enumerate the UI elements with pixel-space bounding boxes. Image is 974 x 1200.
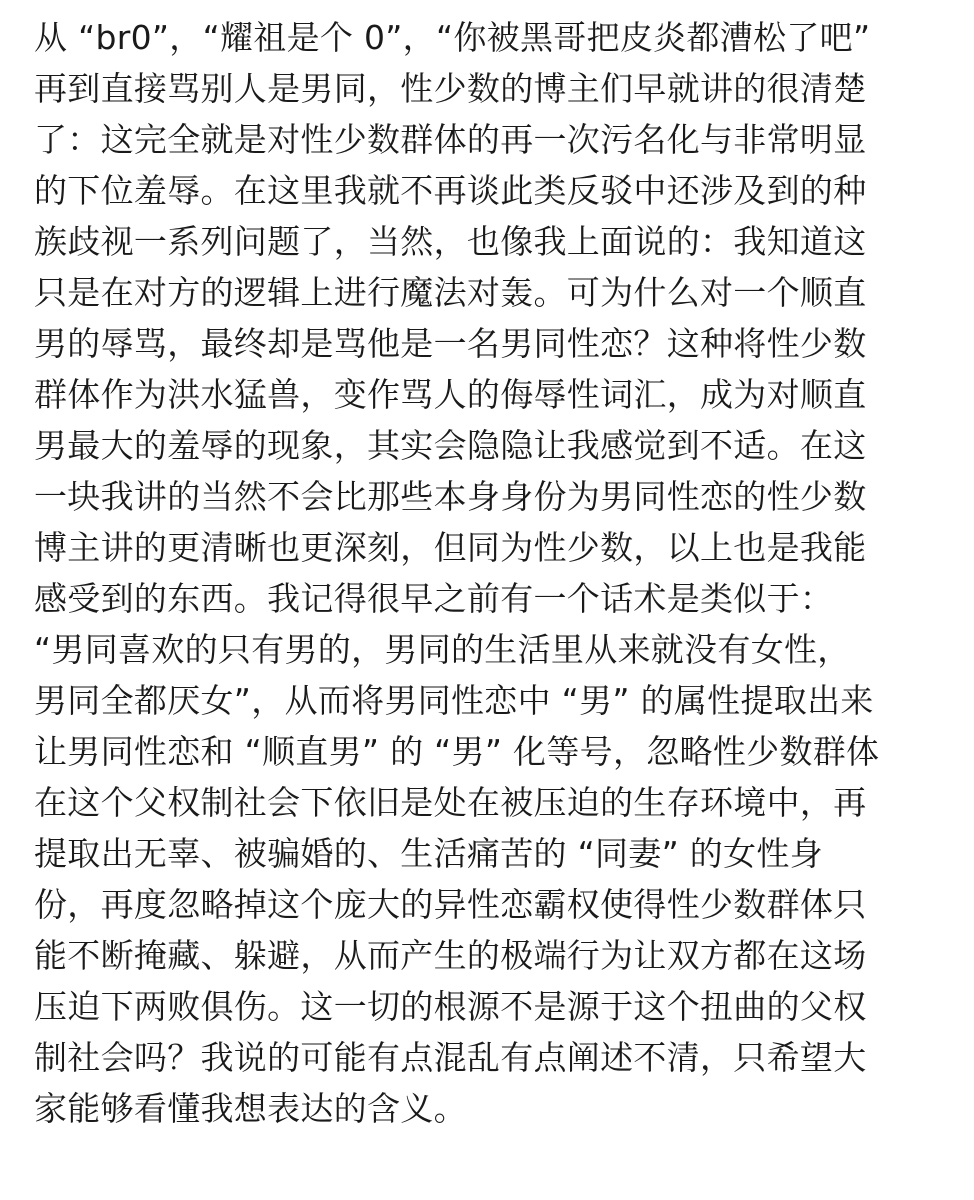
text-line: 一块我讲的当然不会比那些本身身份为男同性恋的性少数 [34,477,867,516]
text-line: 男的辱骂，最终却是骂他是一名男同性恋？这种将性少数 [34,324,867,363]
text-line: 感受到的东西。我记得很早之前有一个话术是类似于： [34,579,834,618]
post-body-text [34,12,964,1134]
text-line: 群体作为洪水猛兽，变作骂人的侮辱性词汇，成为对顺直 [34,375,867,414]
text-line: 博主讲的更清晰也更深刻，但同为性少数，以上也是我能 [34,528,867,567]
text-line: 压迫下两败俱伤。这一切的根源不是源于这个扭曲的父权 [34,987,867,1026]
text-line: 让男同性恋和 “顺直男” 的 “男” 化等号，忽略性少数群体 [34,732,880,771]
text-line: 提取出无辜、被骗婚的、生活痛苦的 “同妻” 的女性身 [34,834,823,873]
text-line: 家能够看懂我想表达的含义。 [34,1089,467,1128]
text-line: 能不断掩藏、躲避，从而产生的极端行为让双方都在这场 [34,936,867,975]
text-line: 从 “br0”，“耀祖是个 0”，“你被黑哥把皮炎都漕松了吧” [34,18,871,57]
text-line: 的下位羞辱。在这里我就不再谈此类反驳中还涉及到的种 [34,171,867,210]
text-line: “男同喜欢的只有男的，男同的生活里从来就没有女性， [34,630,851,669]
text-line: 份，再度忽略掉这个庞大的异性恋霸权使得性少数群体只 [34,885,867,924]
text-line: 男同全都厌女”，从而将男同性恋中 “男” 的属性提取出来 [34,681,874,720]
text-line: 男最大的羞辱的现象，其实会隐隐让我感觉到不适。在这 [34,426,867,465]
text-line: 在这个父权制社会下依旧是处在被压迫的生存环境中，再 [34,783,867,822]
text-line: 只是在对方的逻辑上进行魔法对轰。可为什么对一个顺直 [34,273,867,312]
text-line: 再到直接骂别人是男同，性少数的博主们早就讲的很清楚 [34,69,867,108]
text-line: 制社会吗？我说的可能有点混乱有点阐述不清，只希望大 [34,1038,867,1077]
text-line: 族歧视一系列问题了，当然，也像我上面说的：我知道这 [34,222,867,261]
text-line: 了：这完全就是对性少数群体的再一次污名化与非常明显 [34,120,867,159]
